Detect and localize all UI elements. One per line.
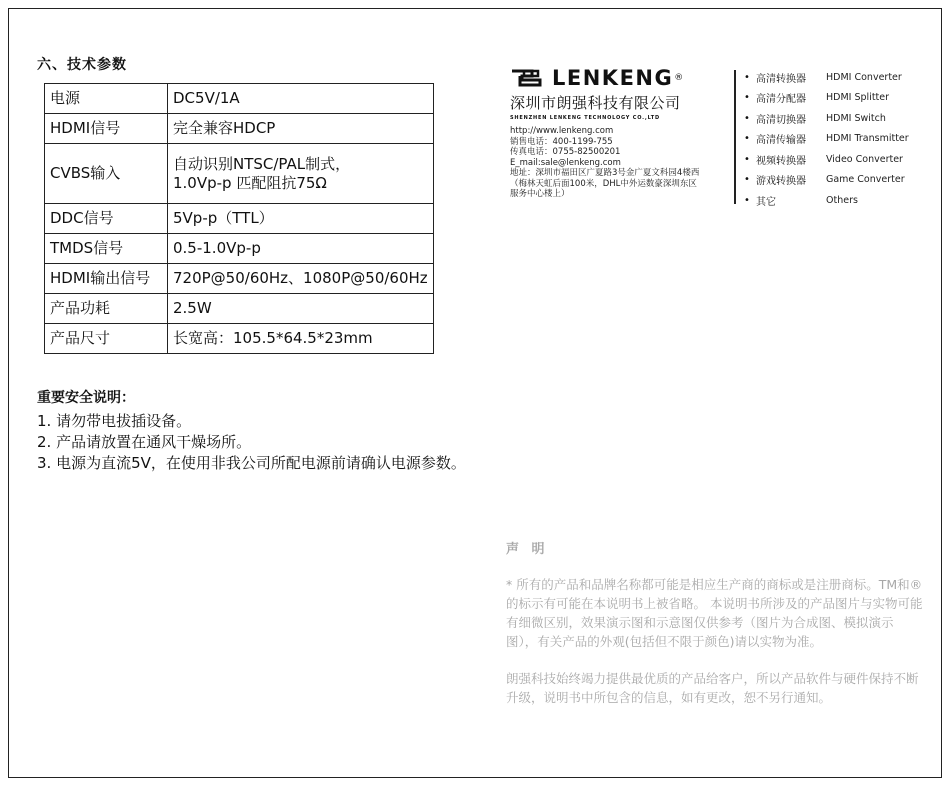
address-line: （梅林天虹后面100米，DHL中外运数豪深圳东区 [510,178,697,189]
safety-item: 2. 产品请放置在通风干燥场所。 [37,433,252,451]
fax-number: 传真电话：0755-82500201 [510,147,621,157]
company-name-en: SHENZHEN LENKENG TECHNOLOGY CO.,LTD [510,115,660,121]
sales-phone: 销售电话：400-1199-755 [510,136,613,147]
spec-label: 电源 [45,84,168,114]
section-title: 六、技术参数 [37,57,127,73]
notice-paragraph: 朗强科技始终竭力提供最优质的产品给客户，所以产品软件与硬件保持不断升级，说明书中所包含的信息，如有更改，恕不另行通知。 [506,671,919,705]
list-item [744,149,909,170]
bullet-icon: • [744,112,750,124]
safety-instructions [37,388,467,474]
bullet-icon: • [744,133,750,145]
notice-block [506,538,924,707]
safety-title: 重要安全说明： [37,390,135,406]
list-item [744,129,909,150]
product-cn: 高清转换器 [756,73,806,85]
table-row [45,294,434,324]
product-en: Others [826,194,858,206]
table-row [45,324,434,354]
bullet-icon: • [744,194,750,206]
spec-value: DC5V/1A [168,84,434,114]
bullet-icon: • [744,174,750,186]
product-en: HDMI Transmitter [826,133,909,145]
spec-label: 产品功耗 [45,294,168,324]
brand-block [510,66,725,200]
spec-label: DDC信号 [45,204,168,234]
spec-value: 完全兼容HDCP [168,114,434,144]
table-row [45,144,434,204]
list-item [744,67,909,88]
table-row [45,264,434,294]
bullet-icon: • [744,153,750,165]
spec-value-line: 自动识别NTSC/PAL制式， [173,154,351,173]
product-list [744,67,909,211]
spec-value: 0.5-1.0Vp-p [168,234,434,264]
product-cn: 高清传输器 [756,135,806,147]
product-en: Video Converter [826,153,903,165]
product-cn: 其它 [756,196,776,208]
spec-label: 产品尺寸 [45,324,168,354]
safety-item: 1. 请勿带电拔插设备。 [37,412,192,430]
spec-label: CVBS输入 [45,144,168,204]
contact-info [510,126,725,200]
spec-value: 2.5W [168,294,434,324]
bullet-icon: • [744,92,750,104]
logo [510,66,725,90]
company-name-cn: 深圳市朗强科技有限公司 [510,94,681,112]
list-item [744,108,909,129]
spec-label: HDMI输出信号 [45,264,168,294]
lenkeng-logo-icon [510,68,542,88]
table-row [45,234,434,264]
spec-value [168,144,434,204]
list-item [744,88,909,109]
address-line: 服务中心楼上） [510,189,570,199]
spec-table [44,83,434,354]
product-en: HDMI Splitter [826,92,890,104]
notice-title: 声 明 [506,542,549,557]
spec-value-line: 1.0Vp-p 匹配阻抗75Ω [173,173,327,192]
spec-value: 长宽高：105.5*64.5*23mm [168,324,434,354]
table-row [45,84,434,114]
product-en: HDMI Switch [826,112,886,124]
spec-label: HDMI信号 [45,114,168,144]
table-row [45,114,434,144]
registered-mark: ® [674,73,684,83]
spec-value: 5Vp-p（TTL） [168,204,434,234]
spec-label: TMDS信号 [45,234,168,264]
website-link[interactable]: http://www.lenkeng.com [510,126,614,136]
divider [734,70,736,204]
product-cn: 高清切换器 [756,114,806,126]
table-row [45,204,434,234]
list-item [744,190,909,211]
list-item [744,170,909,191]
product-cn: 高清分配器 [756,94,806,106]
bullet-icon: • [744,71,750,83]
product-en: HDMI Converter [826,71,902,83]
product-en: Game Converter [826,174,905,186]
safety-item: 3. 电源为直流5V，在使用非我公司所配电源前请确认电源参数。 [37,454,466,472]
product-cn: 游戏转换器 [756,176,806,188]
email-link[interactable]: E_mail:sale@lenkeng.com [510,157,621,168]
product-cn: 视频转换器 [756,155,806,167]
address-line: 地址：深圳市福田区广夏路3号金广夏文科园4楼西 [510,168,700,178]
spec-value: 720P@50/60Hz、1080P@50/60Hz [168,264,434,294]
logo-text: LENKENG [552,66,674,90]
notice-paragraph: * 所有的产品和品牌名称都可能是相应生产商的商标或是注册商标。TM和®的标示有可能在本说明书上被省略。 本说明书所涉及的产品图片与实物可能有细微区别，效果演示图和示意图仅供参考（图片为合成图、模拟演示图），有关产品的外观(包括但不限于颜色)请以实物为准。 [506,577,923,649]
